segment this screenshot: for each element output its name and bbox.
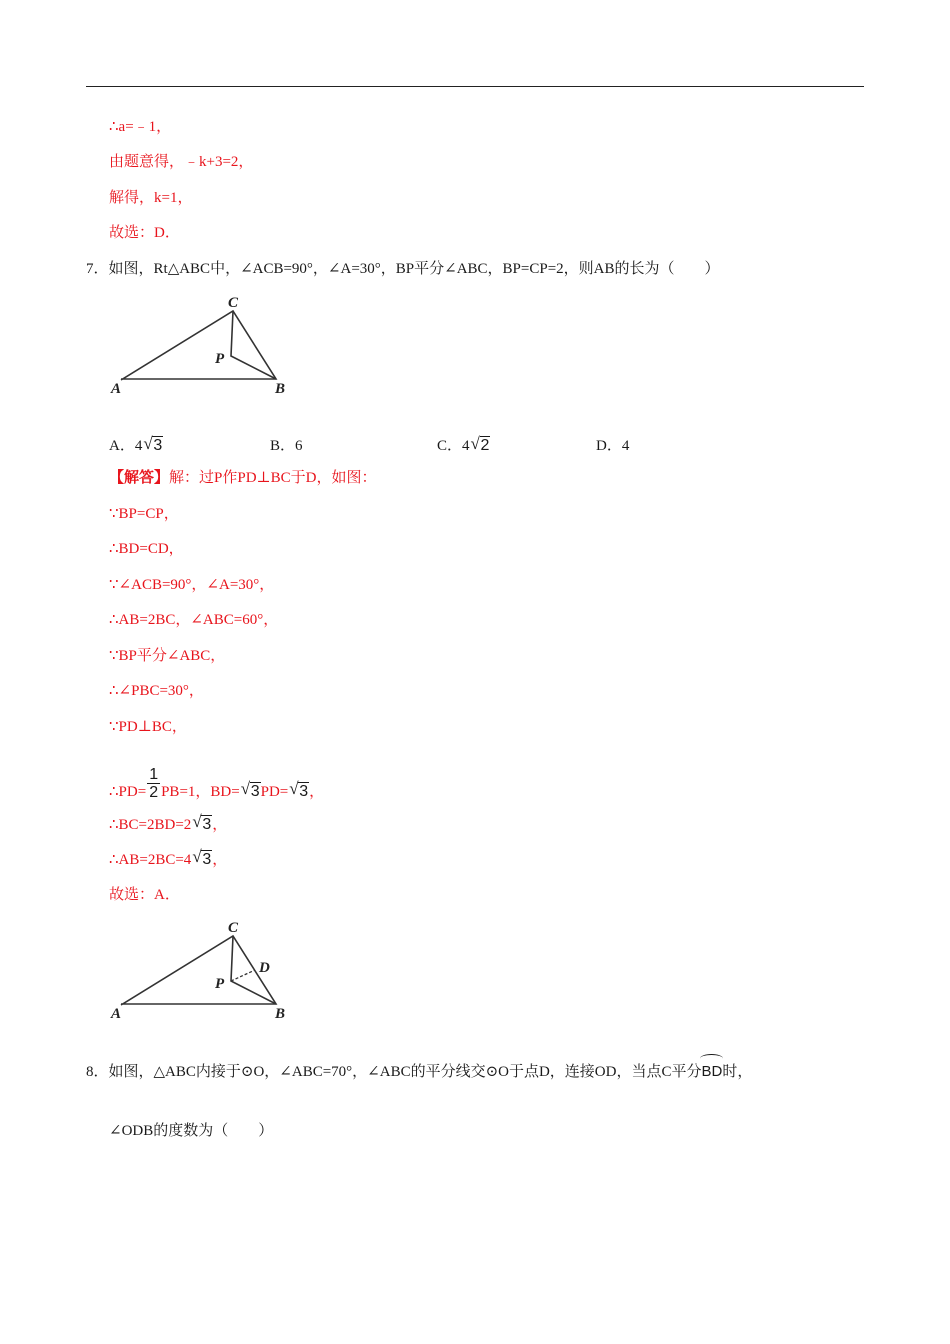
- answer-tag: 【解答】: [109, 470, 170, 486]
- label-a: A: [111, 1006, 122, 1022]
- answer-intro: 【解答】解：过P作PD⊥BC于D，如图：: [109, 470, 377, 486]
- arc-bd: BD: [701, 1062, 722, 1082]
- solution-line: 由题意得，﹣k+3=2，: [109, 154, 254, 170]
- solution-line: 故选：D．: [109, 225, 180, 241]
- solution-line: 解得，k=1，: [109, 190, 193, 206]
- question-text: 如图，Rt△ABC中，∠ACB=90°，∠A=30°，BP平分∠ABC，BP=CP=2，则AB的长为（ ）: [108, 261, 720, 277]
- question-number: 8．: [86, 1064, 109, 1080]
- sqrt: √ 3: [143, 434, 163, 454]
- option-a[interactable]: A．4 √ 3: [109, 434, 163, 454]
- solution-step: ∴∠PBC=30°，: [109, 683, 204, 699]
- question-7-figure: [105, 290, 305, 400]
- label-b: B: [275, 381, 286, 397]
- question-8-stem: 8．如图，△ABC内接于⊙O，∠ABC=70°，∠ABC的平分线交⊙O于点D，连接OD，当点C平分 BD时，: [86, 1062, 752, 1082]
- question-number: 7．: [86, 261, 109, 277]
- option-b[interactable]: B．6: [270, 438, 303, 454]
- label-p: P: [215, 351, 225, 367]
- sqrt: √ 3: [192, 812, 212, 833]
- label-b: B: [275, 1006, 286, 1022]
- solution-step: ∴PD= $\frac{1}{2}$ PB=1，BD= √ 3PD= √ 3，: [109, 766, 325, 801]
- solution-step: ∴AB=2BC=4 √ 3，: [109, 847, 228, 868]
- question-7-stem: [86, 259, 720, 279]
- arc-mark-icon: [700, 1054, 723, 1063]
- sqrt: √ 3: [240, 778, 260, 800]
- solution-step: ∴BC=2BD=2 √ 3，: [109, 812, 228, 833]
- question-8-stem-cont: ∠ODB的度数为（ ）: [109, 1123, 274, 1139]
- sqrt: √ 2: [470, 434, 490, 454]
- triangle-abc: [121, 311, 276, 380]
- header-rule: [86, 86, 864, 87]
- sqrt: √ 3: [289, 778, 309, 800]
- solution-step: ∵∠ACB=90°，∠A=30°，: [109, 577, 275, 593]
- label-p: P: [215, 976, 225, 992]
- label-a: A: [111, 381, 122, 397]
- label-c: C: [228, 920, 239, 936]
- triangle-abc: [121, 936, 276, 1005]
- solution-step: ∵PD⊥BC，: [109, 719, 187, 735]
- fraction-one-half: $\frac{1}{2}$: [149, 766, 159, 801]
- solution-conclusion: 故选：A．: [109, 887, 180, 903]
- option-c[interactable]: C．4 √ 2: [437, 434, 490, 454]
- solution-step: ∵BP平分∠ABC，: [109, 648, 226, 664]
- solution-step: ∴BD=CD，: [109, 541, 184, 557]
- solution-figure: [105, 915, 305, 1025]
- label-c: C: [228, 295, 239, 311]
- solution-step: ∴AB=2BC，∠ABC=60°，: [109, 612, 279, 628]
- solution-step: ∵BP=CP，: [109, 506, 179, 522]
- sqrt: √ 3: [192, 847, 212, 868]
- label-d: D: [259, 960, 270, 976]
- solution-line: ∴a=﹣1，: [109, 119, 172, 135]
- perpendicular-pd: [231, 970, 255, 981]
- option-d[interactable]: D．4: [596, 438, 630, 454]
